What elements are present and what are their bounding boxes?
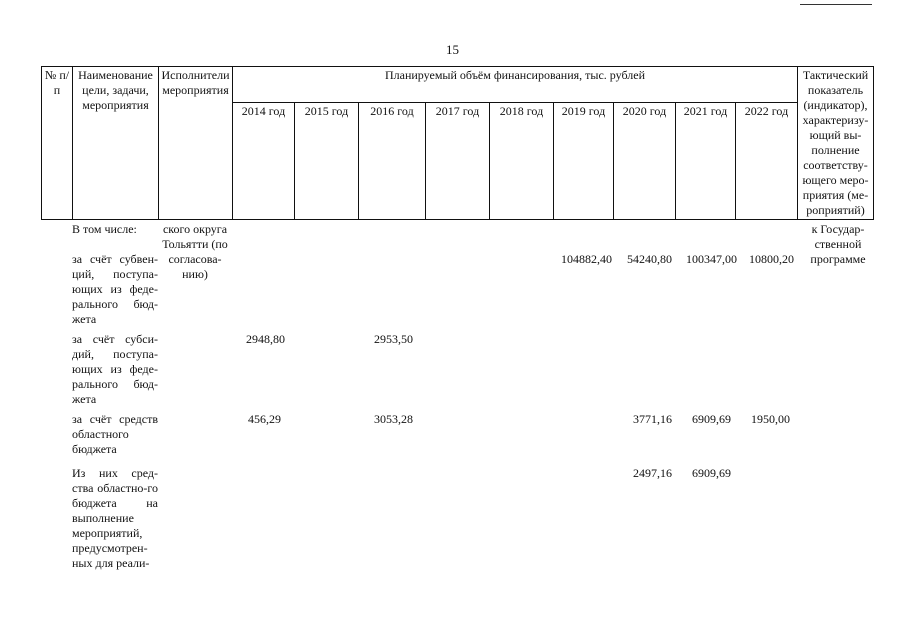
header-col-name: Наименование цели, задачи, мероприятия xyxy=(73,67,159,220)
header-year: 2014 год xyxy=(233,103,295,220)
header-col-exec: Исполнители мероприятия xyxy=(159,67,233,220)
header-col-indicator: Тактический показатель (индикатор), характеризу-ющий вы-полнение соответству-ющего меро-приятия (ме-роприятий) xyxy=(798,67,874,220)
header-year: 2022 год xyxy=(736,103,798,220)
header-year: 2018 год xyxy=(490,103,554,220)
row-name: за счёт субси-дий, поступа-ющих из феде-рального бюд-жета xyxy=(72,332,158,406)
cell-value: 6909,69 xyxy=(692,466,731,480)
header-year: 2020 год xyxy=(614,103,676,220)
cell-value: 100347,00 xyxy=(686,252,737,266)
header-col-no: № п/п xyxy=(42,67,73,220)
row-name: за счёт субвен-ций, поступа-ющих из феде-рального бюд-жета xyxy=(72,252,158,326)
cell-value: 2497,16 xyxy=(633,466,672,480)
cell-value: 2948,80 xyxy=(246,332,285,346)
header-col-funding: Планируемый объём финансирования, тыс. рублей xyxy=(233,67,798,103)
cell-value: 3771,16 xyxy=(633,412,672,426)
cell-value: 456,29 xyxy=(248,412,281,426)
cell-value: 10800,20 xyxy=(749,252,794,266)
header-year: 2015 год xyxy=(295,103,359,220)
header-year: 2017 год xyxy=(426,103,490,220)
row-name: за счёт средств областного бюджета xyxy=(72,412,158,456)
indicator-continuation: к Государ-ственной программе xyxy=(810,222,866,266)
cell-value: 1950,00 xyxy=(751,412,790,426)
cell-value: 2953,50 xyxy=(374,332,413,346)
header-year: 2016 год xyxy=(359,103,426,220)
row-name: Из них сред-ства областно-го бюджета на выполнение мероприятий, предусмотрен-ных для реали- xyxy=(72,466,158,570)
page-number: 15 xyxy=(446,42,459,57)
cell-value: 6909,69 xyxy=(692,412,731,426)
including-label: В том числе: xyxy=(72,222,137,236)
header-year: 2019 год xyxy=(554,103,614,220)
table-header xyxy=(41,66,874,220)
header-year: 2021 год xyxy=(676,103,736,220)
top-rule xyxy=(800,4,872,5)
cell-value: 54240,80 xyxy=(627,252,672,266)
executor-continuation: ского округа Тольятти (по согласова-нию) xyxy=(162,222,228,281)
cell-value: 3053,28 xyxy=(374,412,413,426)
cell-value: 104882,40 xyxy=(561,252,612,266)
